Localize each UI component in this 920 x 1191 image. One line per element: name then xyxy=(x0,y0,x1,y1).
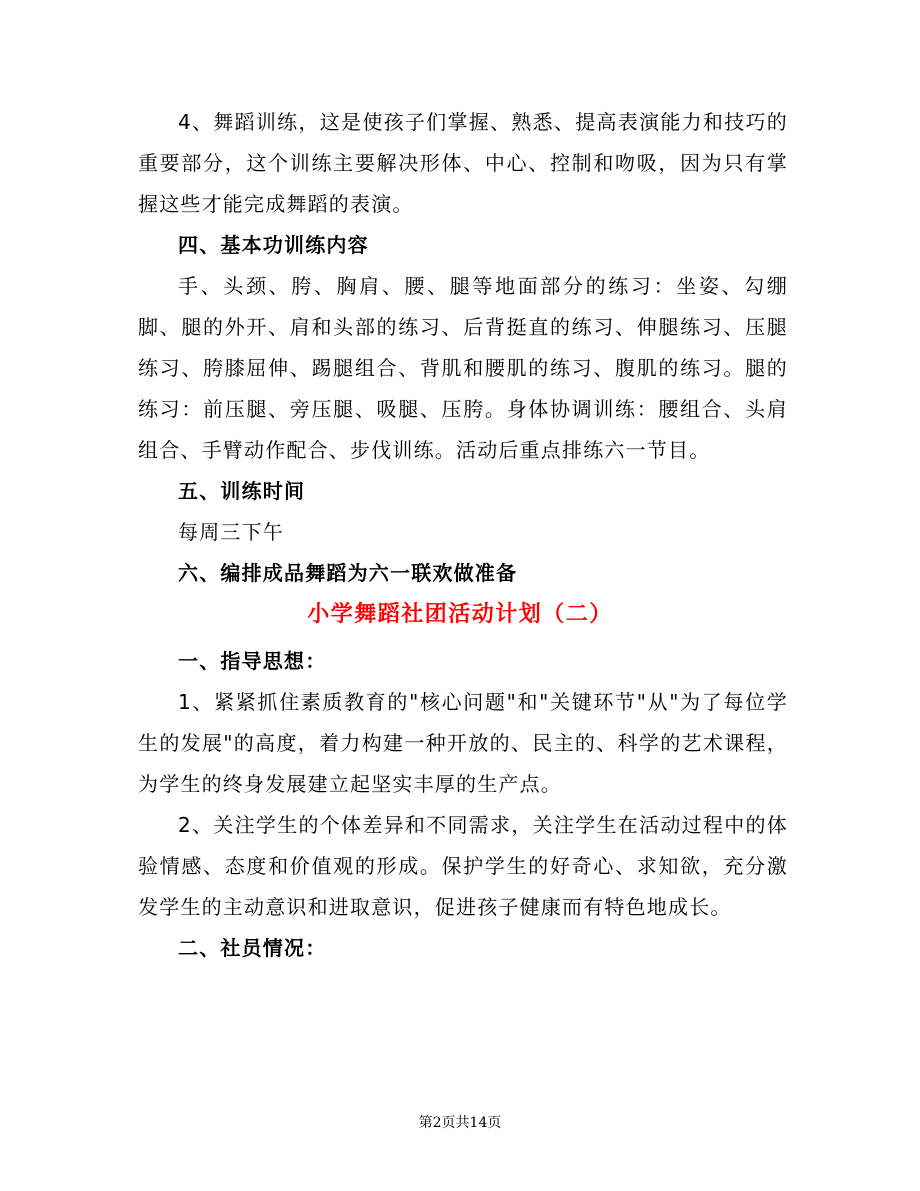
heading-members: 二、社员情况： xyxy=(178,936,327,960)
document-title: 小学舞蹈社团活动计划（二） xyxy=(307,602,613,627)
heading-basic-training: 四、基本功训练内容 xyxy=(178,233,369,257)
paragraph-training-time: 每周三下午 xyxy=(178,520,284,544)
heading-training-time: 五、训练时间 xyxy=(178,479,306,503)
page-number-footer: 第2页共14页 xyxy=(418,1115,502,1131)
paragraph-item-4: 4、舞蹈训练，这是使孩子们掌握、熟悉、提高表演能力和技巧的重要部分，这个训练主要解决形体、中心、控制和吻吸，因为只有掌握这些才能完成舞蹈的表演。 xyxy=(138,110,788,216)
paragraph-item-2: 2、关注学生的个体差异和不同需求，关注学生在活动过程中的体验情感、态度和价值观的形成。保护学生的好奇心、求知欲，充分激发学生的主动意识和进取意识，促进孩子健康而有特色地成长。 xyxy=(138,813,788,919)
paragraph-basic-training-content: 手、头颈、胯、胸肩、腰、腿等地面部分的练习：坐姿、勾绷脚、腿的外开、肩和头部的练习、后背挺直的练习、伸腿练习、压腿练习、胯膝屈伸、踢腿组合、背肌和腰肌的练习、腹肌的练习。腿的练习：前压腿、旁压腿、吸腿、压胯。身体协调训练：腰组合、头肩组合、手臂动作配合、步伐训练。活动后重点排练六一节目。 xyxy=(138,274,788,462)
heading-choreography: 六、编排成品舞蹈为六一联欢做准备 xyxy=(178,561,518,585)
paragraph-item-1: 1、紧紧抓住素质教育的"核心问题"和"关键环节"从"为了每位学生的发展"的高度，着力构建一种开放的、民主的、科学的艺术课程，为学生的终身发展建立起坚实丰厚的生产点。 xyxy=(138,690,788,796)
heading-guiding-ideology: 一、指导思想： xyxy=(178,649,327,673)
